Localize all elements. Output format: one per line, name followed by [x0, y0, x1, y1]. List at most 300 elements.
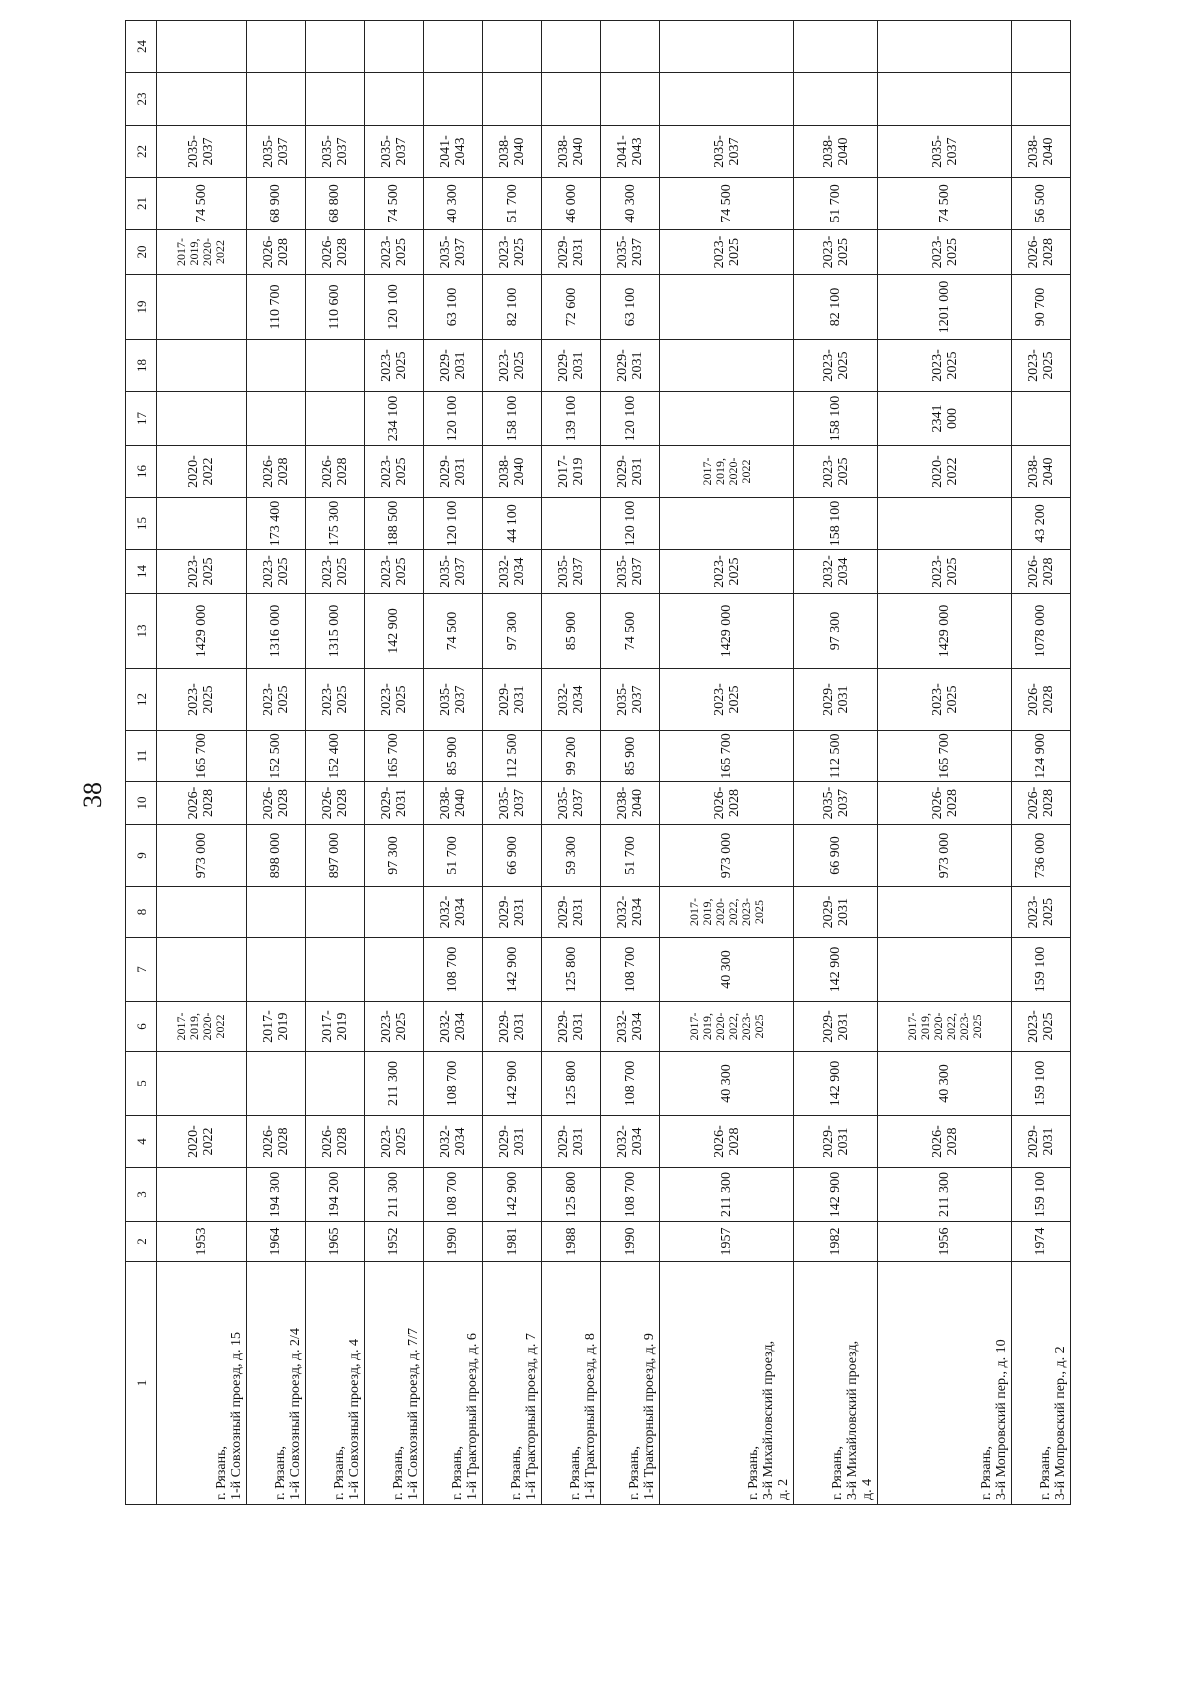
table-cell: 188 500: [364, 498, 423, 550]
table-cell: 898 000: [246, 825, 305, 887]
table-cell: 74 500: [157, 178, 247, 230]
table-cell: 1429 000: [157, 594, 247, 669]
table-cell: 173 400: [246, 498, 305, 550]
repair-schedule-table: [125, 20, 1071, 1505]
address-cell: г. Рязань, 1-й Совхозный проезд, д. 2/4: [246, 1262, 305, 1505]
table-cell: 2029- 2031: [483, 887, 542, 938]
table-cell: 2023- 2025: [157, 550, 247, 594]
table-cell: [878, 498, 1011, 550]
table-cell: 211 300: [660, 1168, 793, 1222]
table-cell: 2023- 2025: [793, 340, 877, 392]
table-cell: 2032- 2034: [601, 1116, 660, 1168]
table-cell: 165 700: [157, 731, 247, 782]
table-cell: 112 500: [793, 731, 877, 782]
table-cell: 51 700: [423, 825, 482, 887]
table-cell: 142 900: [793, 1168, 877, 1222]
table-cell: 90 700: [1011, 275, 1070, 340]
table-cell: 2020- 2022: [157, 1116, 247, 1168]
table-row: [793, 21, 877, 1505]
table-cell: 142 900: [483, 1168, 542, 1222]
table-cell: 2023- 2025: [1011, 340, 1070, 392]
table-cell: 120 100: [364, 275, 423, 340]
table-cell: [157, 1052, 247, 1116]
table-cell: 897 000: [305, 825, 364, 887]
table-cell: 74 500: [660, 178, 793, 230]
table-cell: [878, 73, 1011, 126]
column-number: 11: [126, 731, 157, 782]
table-cell: [246, 1052, 305, 1116]
column-number: 9: [126, 825, 157, 887]
table-cell: [601, 21, 660, 73]
table-cell: [246, 340, 305, 392]
table-cell: 1965: [305, 1222, 364, 1262]
table-cell: 2035- 2037: [305, 126, 364, 178]
table-row: [157, 21, 247, 1505]
table-cell: 2035- 2037: [483, 782, 542, 825]
column-number: 19: [126, 275, 157, 340]
column-number: 3: [126, 1168, 157, 1222]
table-cell: 2032- 2034: [423, 1002, 482, 1052]
table-cell: 139 100: [542, 392, 601, 446]
table-cell: 120 100: [601, 392, 660, 446]
table-cell: 2038- 2040: [1011, 446, 1070, 498]
table-cell: 2038- 2040: [483, 446, 542, 498]
address-cell: г. Рязань, 1-й Тракторный проезд, д. 6: [423, 1262, 482, 1505]
table-cell: 2038- 2040: [601, 782, 660, 825]
table-cell: 973 000: [878, 825, 1011, 887]
table-cell: 159 100: [1011, 1168, 1070, 1222]
table-cell: [423, 21, 482, 73]
table-cell: 2026- 2028: [878, 782, 1011, 825]
table-row: [660, 21, 793, 1505]
table-cell: 74 500: [423, 594, 482, 669]
table-cell: 97 300: [483, 594, 542, 669]
column-number: 7: [126, 938, 157, 1002]
table-cell: 2035- 2037: [423, 230, 482, 275]
table-cell: 2017- 2019, 2020- 2022, 2023- 2025: [878, 1002, 1011, 1052]
table-cell: 44 100: [483, 498, 542, 550]
table-cell: [305, 340, 364, 392]
table-cell: 125 800: [542, 1052, 601, 1116]
table-cell: 2023- 2025: [364, 446, 423, 498]
table-cell: 2023- 2025: [878, 669, 1011, 731]
column-number: 22: [126, 126, 157, 178]
table-cell: [793, 21, 877, 73]
table-cell: 2029- 2031: [542, 887, 601, 938]
table-cell: 63 100: [601, 275, 660, 340]
table-cell: 2029- 2031: [483, 1116, 542, 1168]
table-cell: 2035- 2037: [542, 550, 601, 594]
table-cell: [157, 498, 247, 550]
table-cell: 40 300: [878, 1052, 1011, 1116]
table-cell: 159 100: [1011, 938, 1070, 1002]
table-cell: 2038- 2040: [542, 126, 601, 178]
table-cell: 1316 000: [246, 594, 305, 669]
table-cell: [157, 73, 247, 126]
table-cell: 59 300: [542, 825, 601, 887]
table-cell: 2041- 2043: [601, 126, 660, 178]
table-cell: [483, 21, 542, 73]
table-cell: 165 700: [878, 731, 1011, 782]
table-cell: 2035- 2037: [793, 782, 877, 825]
table-cell: 40 300: [601, 178, 660, 230]
table-row: [305, 21, 364, 1505]
table-cell: 1988: [542, 1222, 601, 1262]
table-cell: 2017- 2019: [542, 446, 601, 498]
table-cell: 2023- 2025: [660, 669, 793, 731]
table-cell: [157, 392, 247, 446]
table-cell: 1315 000: [305, 594, 364, 669]
table-cell: 194 200: [305, 1168, 364, 1222]
table-cell: 2023- 2025: [246, 669, 305, 731]
table-cell: [246, 21, 305, 73]
table-cell: 2023- 2025: [157, 669, 247, 731]
table-cell: 211 300: [878, 1168, 1011, 1222]
table-cell: [364, 73, 423, 126]
table-cell: 2032- 2034: [483, 550, 542, 594]
column-number: 17: [126, 392, 157, 446]
table-cell: 2026- 2028: [305, 1116, 364, 1168]
table-cell: [157, 275, 247, 340]
table-cell: [1011, 73, 1070, 126]
table-cell: 142 900: [483, 938, 542, 1002]
table-cell: 2026- 2028: [246, 1116, 305, 1168]
table-cell: 2026- 2028: [1011, 669, 1070, 731]
address-cell: г. Рязань, 1-й Тракторный проезд, д. 8: [542, 1262, 601, 1505]
table-cell: [601, 73, 660, 126]
table-cell: 1078 000: [1011, 594, 1070, 669]
table-cell: [157, 887, 247, 938]
table-cell: [305, 887, 364, 938]
table-cell: [1011, 21, 1070, 73]
table-cell: 112 500: [483, 731, 542, 782]
table-cell: 2023- 2025: [364, 1116, 423, 1168]
table-cell: [878, 21, 1011, 73]
table-cell: [305, 73, 364, 126]
table-cell: 2029- 2031: [483, 669, 542, 731]
table-cell: 1982: [793, 1222, 877, 1262]
table-cell: 158 100: [483, 392, 542, 446]
table-cell: 2029- 2031: [601, 446, 660, 498]
table-cell: 142 900: [364, 594, 423, 669]
table-cell: 110 600: [305, 275, 364, 340]
table-cell: 108 700: [601, 1052, 660, 1116]
table-cell: 211 300: [364, 1168, 423, 1222]
table-cell: 2020- 2022: [878, 446, 1011, 498]
table-cell: [305, 392, 364, 446]
table-cell: 2026- 2028: [1011, 550, 1070, 594]
table-cell: [660, 498, 793, 550]
table-cell: 152 400: [305, 731, 364, 782]
address-cell: г. Рязань, 1-й Совхозный проезд, д. 4: [305, 1262, 364, 1505]
table-cell: [157, 340, 247, 392]
table-cell: 2035- 2037: [542, 782, 601, 825]
table-cell: 2017- 2019, 2020- 2022, 2023- 2025: [660, 1002, 793, 1052]
table-cell: 2017- 2019, 2020- 2022, 2023- 2025: [660, 887, 793, 938]
column-number: 10: [126, 782, 157, 825]
table-cell: [878, 938, 1011, 1002]
page-number: 38: [78, 782, 107, 808]
table-cell: 142 900: [793, 1052, 877, 1116]
table-cell: [305, 1052, 364, 1116]
table-row: [1011, 21, 1070, 1505]
table-cell: 40 300: [660, 1052, 793, 1116]
table-cell: 56 500: [1011, 178, 1070, 230]
table-cell: 2023- 2025: [878, 550, 1011, 594]
table-cell: 142 900: [483, 1052, 542, 1116]
column-number: 2: [126, 1222, 157, 1262]
table-cell: 2023- 2025: [364, 550, 423, 594]
table-cell: 1964: [246, 1222, 305, 1262]
table-cell: 973 000: [157, 825, 247, 887]
table-cell: 2023- 2025: [793, 230, 877, 275]
table-cell: 2032- 2034: [601, 887, 660, 938]
table-cell: 51 700: [793, 178, 877, 230]
table-cell: [660, 392, 793, 446]
table-cell: 2023- 2025: [246, 550, 305, 594]
table-cell: [157, 21, 247, 73]
table-cell: 2029- 2031: [793, 1116, 877, 1168]
table-cell: 194 300: [246, 1168, 305, 1222]
table-cell: 2023- 2025: [305, 669, 364, 731]
table-cell: 165 700: [364, 731, 423, 782]
table-cell: 2020- 2022: [157, 446, 247, 498]
table-cell: 2035- 2037: [878, 126, 1011, 178]
column-number: 18: [126, 340, 157, 392]
table-cell: 51 700: [483, 178, 542, 230]
table-cell: 1956: [878, 1222, 1011, 1262]
table-cell: 2035- 2037: [423, 550, 482, 594]
table-cell: [246, 938, 305, 1002]
table-cell: 120 100: [423, 498, 482, 550]
table-cell: 2023- 2025: [364, 669, 423, 731]
table-cell: 2017- 2019, 2020- 2022: [660, 446, 793, 498]
table-cell: 2032- 2034: [423, 1116, 482, 1168]
table-cell: 124 900: [1011, 731, 1070, 782]
table-cell: [660, 340, 793, 392]
table-cell: 2017- 2019: [305, 1002, 364, 1052]
column-number: 12: [126, 669, 157, 731]
column-number: 15: [126, 498, 157, 550]
table-cell: 85 900: [423, 731, 482, 782]
table-cell: 97 300: [793, 594, 877, 669]
table-cell: 2023- 2025: [878, 230, 1011, 275]
table-cell: [246, 392, 305, 446]
table-cell: [364, 21, 423, 73]
table-cell: 85 900: [542, 594, 601, 669]
table-cell: 2026- 2028: [1011, 782, 1070, 825]
table-cell: [660, 21, 793, 73]
table-cell: 1990: [601, 1222, 660, 1262]
table-cell: [157, 1168, 247, 1222]
table-cell: 1429 000: [878, 594, 1011, 669]
column-number: 1: [126, 1262, 157, 1505]
table-cell: 82 100: [793, 275, 877, 340]
table-row: [246, 21, 305, 1505]
table-cell: 2041- 2043: [423, 126, 482, 178]
table-cell: [305, 21, 364, 73]
table-cell: 2029- 2031: [542, 1002, 601, 1052]
address-cell: г. Рязань, 3-й Мопровский пер., д. 10: [878, 1262, 1011, 1505]
table-cell: 159 100: [1011, 1052, 1070, 1116]
table-cell: 108 700: [423, 1168, 482, 1222]
address-cell: г. Рязань, 3-й Мопровский пер., д. 2: [1011, 1262, 1070, 1505]
address-cell: г. Рязань, 1-й Тракторный проезд, д. 7: [483, 1262, 542, 1505]
table-row: [878, 21, 1011, 1505]
column-number: 14: [126, 550, 157, 594]
address-cell: г. Рязань, 3-й Михайловский проезд, д. 4: [793, 1262, 877, 1505]
table-cell: 2035- 2037: [660, 126, 793, 178]
table-cell: 51 700: [601, 825, 660, 887]
table-cell: 2023- 2025: [1011, 1002, 1070, 1052]
table-cell: [542, 21, 601, 73]
table-cell: 973 000: [660, 825, 793, 887]
table-cell: 120 100: [601, 498, 660, 550]
column-number: 20: [126, 230, 157, 275]
table-cell: [423, 73, 482, 126]
address-cell: г. Рязань, 1-й Тракторный проезд, д. 9: [601, 1262, 660, 1505]
table-cell: 2032- 2034: [542, 669, 601, 731]
address-cell: г. Рязань, 1-й Совхозный проезд, д. 15: [157, 1262, 247, 1505]
table-row: [423, 21, 482, 1505]
table-cell: 2023- 2025: [364, 1002, 423, 1052]
table-cell: 99 200: [542, 731, 601, 782]
table-cell: [878, 887, 1011, 938]
column-number: 6: [126, 1002, 157, 1052]
table-cell: 2026- 2028: [660, 782, 793, 825]
table-cell: [542, 73, 601, 126]
table-cell: [157, 938, 247, 1002]
column-number: 8: [126, 887, 157, 938]
table-cell: 2023- 2025: [305, 550, 364, 594]
address-cell: г. Рязань, 3-й Михайловский проезд, д. 2: [660, 1262, 793, 1505]
table-cell: 2029- 2031: [1011, 1116, 1070, 1168]
table-row: [483, 21, 542, 1505]
table-cell: 2026- 2028: [305, 446, 364, 498]
table-cell: 2029- 2031: [793, 669, 877, 731]
table-cell: 2017- 2019, 2020- 2022: [157, 1002, 247, 1052]
table-row: [542, 21, 601, 1505]
table-cell: 2026- 2028: [1011, 230, 1070, 275]
table-cell: [364, 887, 423, 938]
table-cell: 2023- 2025: [793, 446, 877, 498]
column-number: 23: [126, 73, 157, 126]
table-cell: 72 600: [542, 275, 601, 340]
table-cell: 234 100: [364, 392, 423, 446]
table-cell: 2026- 2028: [305, 782, 364, 825]
table-cell: 74 500: [601, 594, 660, 669]
header-row: [126, 21, 157, 1505]
table-cell: 2029- 2031: [542, 230, 601, 275]
table-cell: 2029- 2031: [423, 340, 482, 392]
table-cell: 2035- 2037: [157, 126, 247, 178]
table-cell: 1953: [157, 1222, 247, 1262]
table-cell: 1201 000: [878, 275, 1011, 340]
table-cell: 2341 000: [878, 392, 1011, 446]
table-cell: 2038- 2040: [1011, 126, 1070, 178]
table-cell: 2035- 2037: [246, 126, 305, 178]
table-cell: 2026- 2028: [305, 230, 364, 275]
table-cell: 2029- 2031: [423, 446, 482, 498]
table-cell: 2029- 2031: [483, 1002, 542, 1052]
table-cell: 2023- 2025: [878, 340, 1011, 392]
table-cell: 2017- 2019: [246, 1002, 305, 1052]
table-cell: [793, 73, 877, 126]
table-cell: 152 500: [246, 731, 305, 782]
table-cell: 2035- 2037: [601, 230, 660, 275]
table-cell: 2038- 2040: [483, 126, 542, 178]
table-cell: 125 800: [542, 1168, 601, 1222]
table-cell: 2026- 2028: [246, 446, 305, 498]
table-cell: 2023- 2025: [364, 230, 423, 275]
table-cell: 2029- 2031: [542, 340, 601, 392]
table-cell: [246, 73, 305, 126]
table-cell: 2026- 2028: [878, 1116, 1011, 1168]
table-cell: 1957: [660, 1222, 793, 1262]
table-cell: 2023- 2025: [1011, 887, 1070, 938]
table-cell: 74 500: [364, 178, 423, 230]
table-cell: 2023- 2025: [660, 230, 793, 275]
table-cell: 108 700: [423, 938, 482, 1002]
table-cell: 66 900: [483, 825, 542, 887]
table-cell: 2029- 2031: [793, 1002, 877, 1052]
table-cell: 2026- 2028: [246, 230, 305, 275]
table-cell: 108 700: [601, 938, 660, 1002]
table-cell: 2017- 2019, 2020- 2022: [157, 230, 247, 275]
table-cell: 46 000: [542, 178, 601, 230]
column-number: 21: [126, 178, 157, 230]
table-cell: [660, 275, 793, 340]
table-cell: 108 700: [601, 1168, 660, 1222]
table-cell: 40 300: [660, 938, 793, 1002]
table-cell: [483, 73, 542, 126]
table-cell: 2023- 2025: [483, 230, 542, 275]
table-cell: 2035- 2037: [364, 126, 423, 178]
table-cell: 2026- 2028: [157, 782, 247, 825]
table-cell: 736 000: [1011, 825, 1070, 887]
table-row: [601, 21, 660, 1505]
table-cell: 2035- 2037: [601, 669, 660, 731]
table-cell: 68 900: [246, 178, 305, 230]
table-cell: 165 700: [660, 731, 793, 782]
table-cell: [246, 887, 305, 938]
table-cell: 82 100: [483, 275, 542, 340]
table-cell: 175 300: [305, 498, 364, 550]
table-cell: 68 800: [305, 178, 364, 230]
table-cell: 2032- 2034: [423, 887, 482, 938]
column-number: 13: [126, 594, 157, 669]
table-cell: [364, 938, 423, 1002]
table-cell: 63 100: [423, 275, 482, 340]
table-cell: [542, 498, 601, 550]
table-cell: 2032- 2034: [601, 1002, 660, 1052]
table-cell: 110 700: [246, 275, 305, 340]
table-cell: 43 200: [1011, 498, 1070, 550]
table-cell: 158 100: [793, 392, 877, 446]
table-cell: 2026- 2028: [246, 782, 305, 825]
table-cell: 40 300: [423, 178, 482, 230]
table-cell: 1952: [364, 1222, 423, 1262]
table-cell: [305, 938, 364, 1002]
table-cell: 2029- 2031: [364, 782, 423, 825]
table-cell: 158 100: [793, 498, 877, 550]
table-cell: 142 900: [793, 938, 877, 1002]
table-cell: [660, 73, 793, 126]
table-cell: [1011, 392, 1070, 446]
table-cell: 125 800: [542, 938, 601, 1002]
table-cell: 2023- 2025: [660, 550, 793, 594]
table-cell: 2032- 2034: [793, 550, 877, 594]
